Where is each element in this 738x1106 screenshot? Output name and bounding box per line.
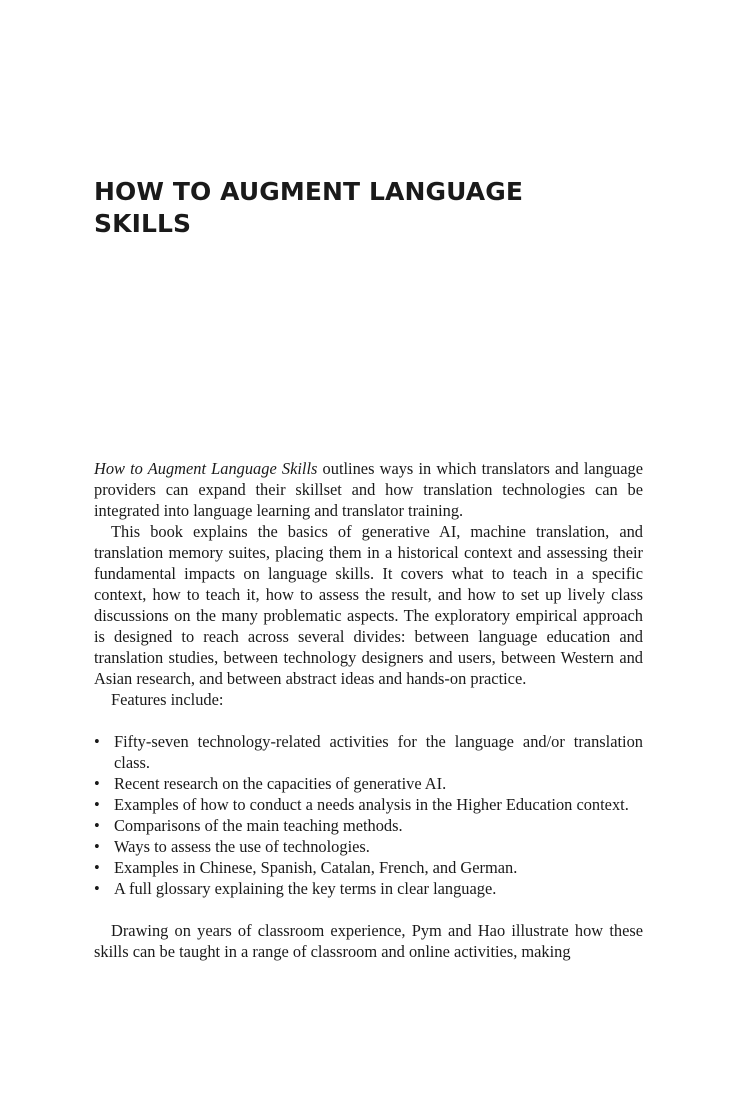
bullet-icon: • bbox=[94, 837, 100, 856]
bullet-icon: • bbox=[94, 774, 100, 793]
feature-text: Ways to assess the use of technologies. bbox=[114, 837, 370, 856]
closing-paragraph: Drawing on years of classroom experience, Pym and Hao illustrate how these skills can be taught in a range of classroom and online activities, making bbox=[94, 921, 643, 961]
features-intro: Features include: bbox=[111, 690, 224, 709]
title-line-2: SKILLS bbox=[94, 209, 192, 238]
list-item bbox=[94, 731, 643, 773]
feature-text: Examples of how to conduct a needs analysis in the Higher Education context. bbox=[114, 795, 629, 814]
intro-paragraph bbox=[94, 458, 643, 521]
bullet-icon: • bbox=[94, 879, 100, 898]
list-item bbox=[94, 794, 643, 815]
spacer bbox=[94, 710, 643, 731]
bullet-icon: • bbox=[94, 858, 100, 877]
list-item bbox=[94, 878, 643, 899]
feature-text: Comparisons of the main teaching methods. bbox=[114, 816, 403, 835]
list-item bbox=[94, 857, 643, 878]
list-item bbox=[94, 773, 643, 794]
bullet-icon: • bbox=[94, 816, 100, 835]
feature-text: Recent research on the capacities of generative AI. bbox=[114, 774, 447, 793]
feature-text: Fifty-seven technology-related activities for the language and/or translation class. bbox=[114, 732, 643, 772]
page-title bbox=[94, 176, 643, 240]
list-item bbox=[94, 836, 643, 857]
intro-rest: outlines ways in which translators and language providers can expand their skillset and how translation technologies can be integrated into language learning and translator training. bbox=[94, 459, 643, 520]
feature-text: A full glossary explaining the key terms in clear language. bbox=[114, 879, 497, 898]
spacer bbox=[94, 899, 643, 920]
features-list bbox=[94, 731, 643, 899]
list-item bbox=[94, 815, 643, 836]
feature-text: Examples in Chinese, Spanish, Catalan, French, and German. bbox=[114, 858, 518, 877]
description-paragraph: This book explains the basics of generative AI, machine translation, and translation memory suites, placing them in a historical context and assessing their fundamental impacts on language skills. It covers what to teach in a specific context, how to teach it, how to assess the result, and how to set up lively class discussions on the many problematic aspects. The exploratory empirical approach is designed to reach across several divides: between language education and translation studies, between technology designers and users, between Western and Asian research, and between abstract ideas and hands-on practice. bbox=[94, 522, 643, 688]
title-line-1: HOW TO AUGMENT LANGUAGE bbox=[94, 177, 523, 206]
bullet-icon: • bbox=[94, 795, 100, 814]
blurb-text bbox=[94, 458, 643, 962]
book-title-italic: How to Augment Language Skills bbox=[94, 459, 318, 478]
bullet-icon: • bbox=[94, 732, 100, 751]
